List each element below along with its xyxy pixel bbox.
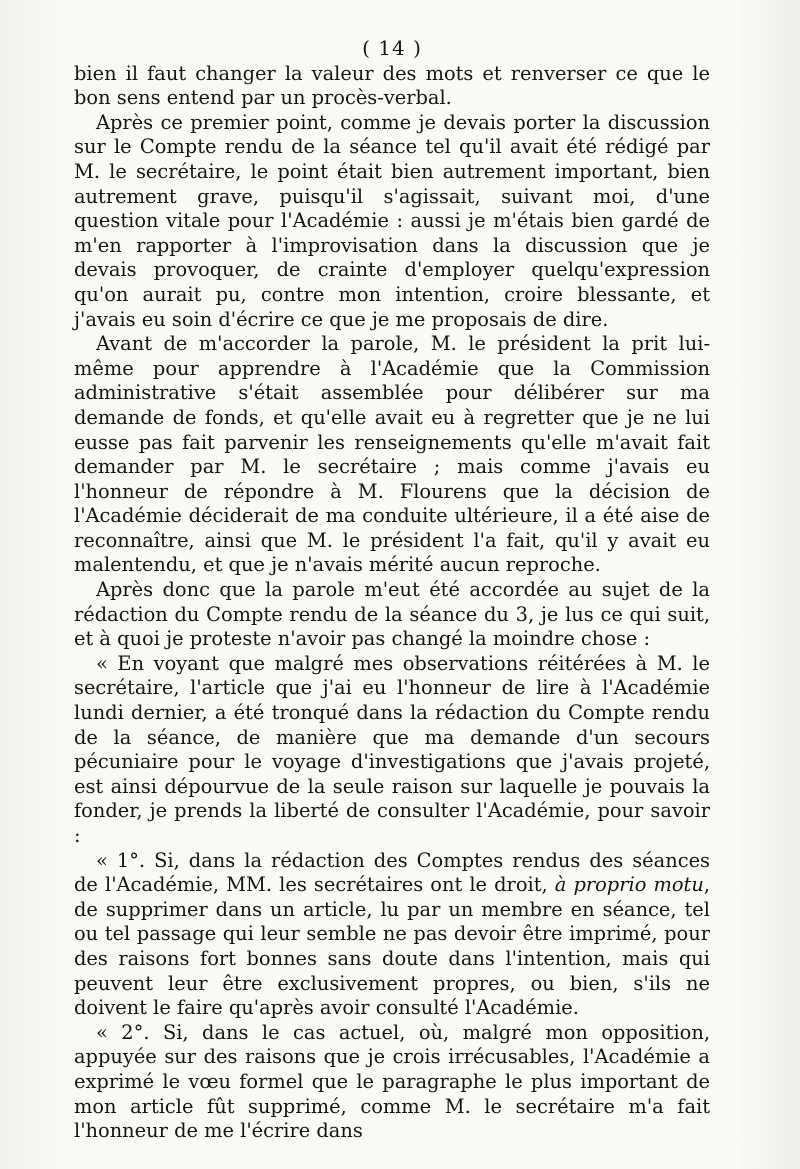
question-1-text-start: « 1°. Si, dans la rédaction des Comptes rendus des séances de l'Académie, MM. les secrétaires ont le droit, — [74, 848, 710, 897]
paragraph-parole: Après donc que la parole m'eut été accordée au sujet de la rédaction du Compte rendu de la séance du 3, je lus ce qui suit, et à quoi je proteste n'avoir pas changé la moindre chose : — [74, 578, 710, 651]
paragraph-continuation: bien il faut changer la valeur des mots et renverser ce que le bon sens entend par un procès-verbal. — [74, 61, 710, 110]
question-1-italic: à proprio motu — [554, 873, 704, 897]
paragraph-quote-intro: « En voyant que malgré mes observations réitérées à M. le secrétaire, l'article que j'ai eu l'honneur de lire à l'Académie lundi dernier, a été tronqué dans la rédaction du Compte rendu de la séance, de manière que ma demande d'un secours pécuniaire pour le voyage d'investigations que j'avais projeté, est ainsi dépourvue de la seule raison sur laquelle je pouvais la fonder, je prends la liberté de consulter l'Académie, pour savoir : — [74, 651, 710, 847]
paragraph-question-1 — [74, 849, 710, 1021]
paragraph-question-2: « 2°. Si, dans le cas actuel, où, malgré mon opposition, appuyée sur des raisons que je crois irrécusables, l'Académie a exprimé le vœu formel que le paragraphe le plus important de mon article fût supprimé, comme M. le secrétaire m'a fait l'honneur de me l'écrire dans — [74, 1020, 710, 1143]
paragraph-compte-rendu: Après ce premier point, comme je devais porter la discussion sur le Compte rendu de la séance tel qu'il avait été rédigé par M. le secrétaire, le point était bien autrement important, bien autrement grave, puisqu'il s'agissait, suivant moi, d'une question vitale pour l'Académie : aussi je m'étais bien gardé de m'en rapporter à l'improvisation dans la discussion que je devais provoquer, de crainte d'employer quelqu'expression qu'on aurait pu, contre mon intention, croire blessante, et j'avais eu soin d'écrire ce que je me proposais de dire. — [74, 110, 710, 331]
page-number: ( 14 ) — [362, 36, 422, 60]
question-1-text-end: , de supprimer dans un article, lu par un membre en séance, tel ou tel passage qui leur semble ne pas devoir être imprimé, pour des raisons fort bonnes sans doute dans l'intention, mais qui peuvent leur être exclusivement propres, ou bien, s'ils ne doivent le faire qu'après avoir consulté l'Académie. — [74, 873, 710, 1020]
page-content — [74, 36, 710, 1144]
paragraph-president: Avant de m'accorder la parole, M. le président la prit lui-même pour apprendre à l'Académie que la Commission administrative s'était assemblée pour délibérer sur ma demande de fonds, et qu'elle avait eu à regretter que je ne lui eusse pas fait parvenir les renseignements qu'elle m'avait fait demander par M. le secrétaire ; mais comme j'avais eu l'honneur de répondre à M. Flourens que la décision de l'Académie déciderait de ma conduite ultérieure, il a été aise de reconnaître, ainsi que M. le président l'a fait, qu'il y avait eu malentendu, et que je n'avais mérité aucun reproche. — [74, 332, 710, 577]
